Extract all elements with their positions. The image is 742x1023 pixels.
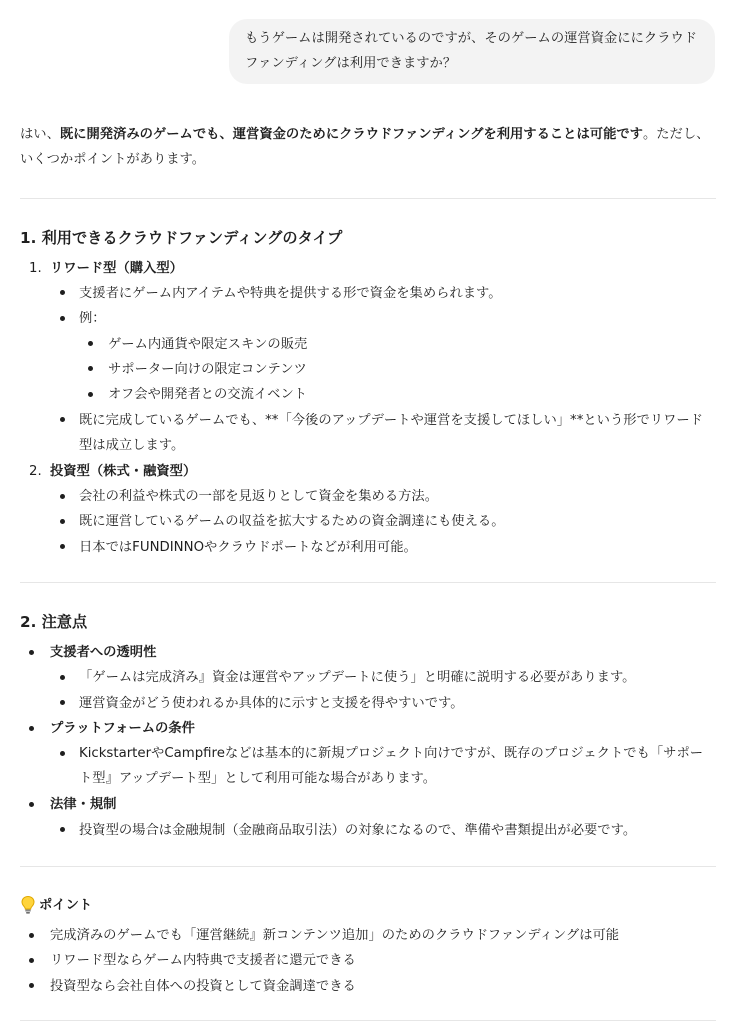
bullet <box>88 392 93 397</box>
bullet <box>88 366 93 371</box>
list-item: 運営資金がどう使われるか具体的に示すと支援を得やすいです。 <box>79 696 464 711</box>
bullet <box>60 827 65 832</box>
list-item: 例： <box>79 311 106 326</box>
list-item: 日本ではFUNDINNOやクラウドポートなどが利用可能。 <box>79 540 417 555</box>
divider <box>20 866 716 867</box>
list-item: ゲーム内通貨や限定スキンの販売 <box>108 337 308 352</box>
divider <box>20 198 716 199</box>
intro-bold: 既に開発済みのゲームでも、運営資金のためにクラウドファンディングを利用することは可能です <box>59 127 643 142</box>
list-item: リワード型ならゲーム内特典で支援者に還元できる <box>50 953 356 968</box>
bullet <box>60 316 65 321</box>
bullet <box>60 544 65 549</box>
lightbulb-icon <box>20 895 36 915</box>
bullet <box>29 650 34 655</box>
bullet <box>60 494 65 499</box>
bullet <box>88 341 93 346</box>
user-message-text: もうゲームは開発されているのですが、そのゲームの運営資金ににクラウドファンディングは利用できますか？ <box>245 31 698 71</box>
list-item: KickstarterやCampfireなどは基本的に新規プロジェクト向けですが、既存のプロジェクトでも「サポート型』アップデート型」として利用可能な場合があります。 <box>79 746 704 786</box>
investment-type-title: 投資型（株式・融資型） <box>50 464 197 479</box>
reward-type-title: リワード型（購入型） <box>50 261 183 276</box>
intro-paragraph <box>20 122 716 172</box>
legal-title: 法律・規制 <box>50 797 117 812</box>
bullet <box>29 933 34 938</box>
section1-heading: 1. 利用できるクラウドファンディングのタイプ <box>20 229 343 247</box>
list-number: 1. <box>29 261 42 276</box>
bullet <box>60 751 65 756</box>
user-message-bubble <box>229 19 715 84</box>
list-item: 投資型なら会社自体への投資として資金調達できる <box>50 979 356 994</box>
list-item: 完成済みのゲームでも「運営継続』新コンテンツ追加」のためのクラウドファンディングは可能 <box>50 928 620 943</box>
bullet <box>29 802 34 807</box>
bullet <box>60 700 65 705</box>
divider <box>20 1020 716 1021</box>
bullet <box>60 290 65 295</box>
list-item: 既に運営しているゲームの収益を拡大するための資金調達にも使える。 <box>79 514 505 529</box>
bullet <box>60 417 65 422</box>
list-item: 会社の利益や株式の一部を見返りとして資金を集める方法。 <box>79 489 439 504</box>
section2-heading: 2. 注意点 <box>20 613 88 631</box>
list-item: 「ゲームは完成済み』資金は運営やアップデートに使う」と明確に説明する必要があります。 <box>79 670 636 685</box>
divider <box>20 582 716 583</box>
list-item: サポーター向けの限定コンテンツ <box>108 362 307 377</box>
intro-post: 。ただし、いくつかポイントがあります。 <box>20 127 710 167</box>
platform-title: プラットフォームの条件 <box>50 721 195 736</box>
point-title: ポイント <box>39 898 93 913</box>
bullet <box>29 726 34 731</box>
list-number: 2. <box>29 464 42 479</box>
bullet <box>60 675 65 680</box>
list-item: オフ会や開発者との交流イベント <box>108 387 308 402</box>
list-item: 既に完成しているゲームでも、**「今後のアップデートや運営を支援してほしい」**という形でリワード型は成立します。 <box>79 413 704 453</box>
bullet <box>29 958 34 963</box>
list-item: 支援者にゲーム内アイテムや特典を提供する形で資金を集められます。 <box>79 286 502 301</box>
list-item: 投資型の場合は金融規制（金融商品取引法）の対象になるので、準備や書類提出が必要です。 <box>79 823 637 838</box>
bullet <box>60 519 65 524</box>
bullet <box>29 983 34 988</box>
transparency-title: 支援者への透明性 <box>50 645 157 660</box>
intro-pre: はい、 <box>20 127 60 142</box>
